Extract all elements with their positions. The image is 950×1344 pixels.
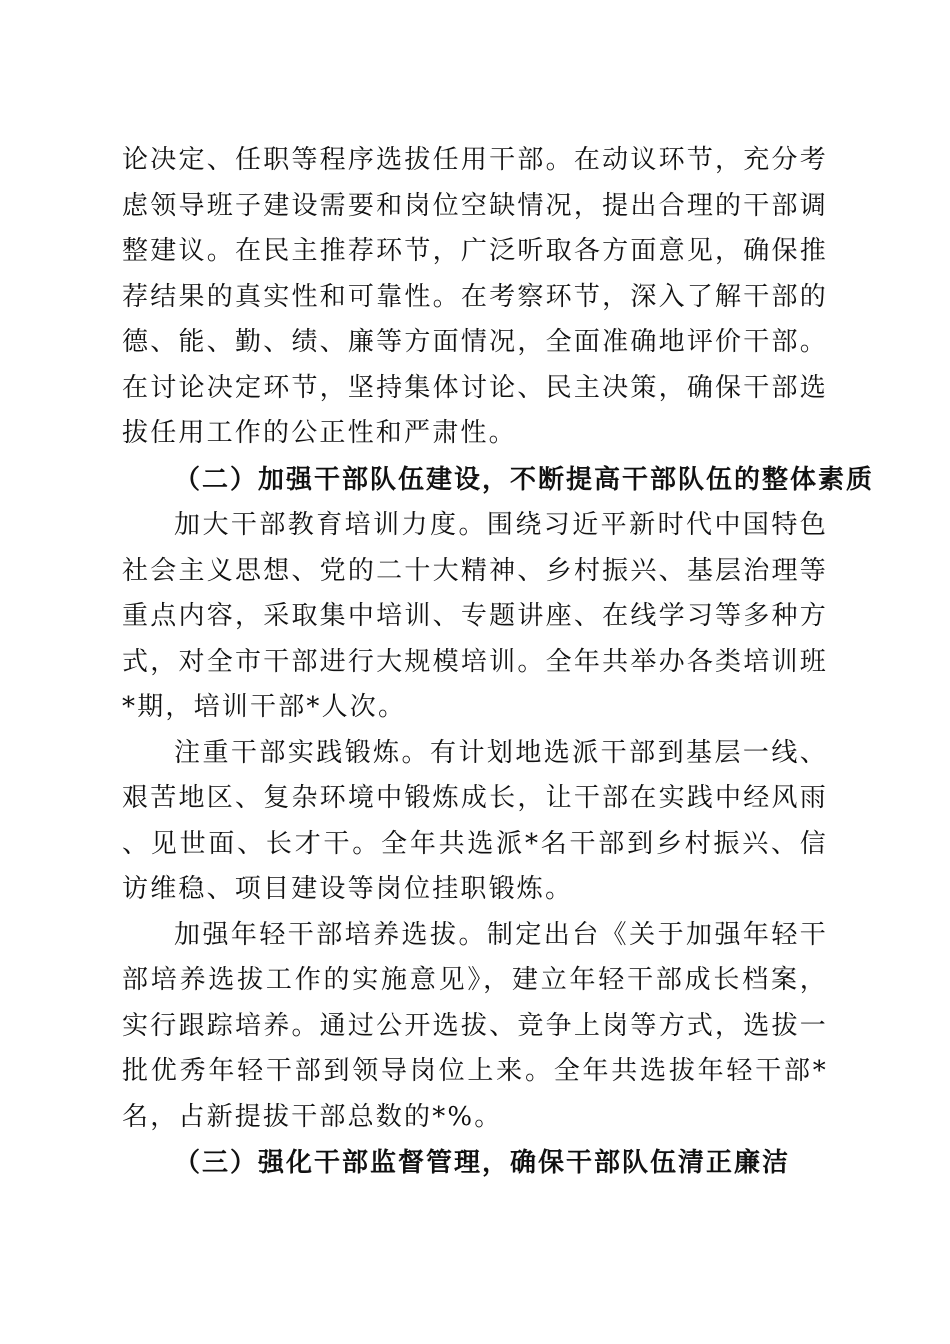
paragraph-training: 加大干部教育培训力度。围绕习近平新时代中国特色社会主义思想、党的二十大精神、乡村振兴、基层治理等重点内容，采取集中培训、专题讲座、在线学习等多种方式，对全市干部进行大规模培训。全年共举办各类培训班*期，培训干部*人次。 [122, 510, 828, 722]
section-heading-2: （二）加强干部队伍建设，不断提高干部队伍的整体素质 [174, 464, 875, 495]
paragraph-practice: 注重干部实践锻炼。有计划地选派干部到基层一线、艰苦地区、复杂环境中锻炼成长，让干部在实践中经风雨、见世面、长才干。全年共选派*名干部到乡村振兴、信访维稳、项目建设等岗位挂职锻炼。 [122, 737, 828, 904]
section-heading-3: （三）强化干部监督管理，确保干部队伍清正廉洁 [174, 1148, 791, 1178]
document-body [122, 138, 875, 1187]
paragraph-young-cadres: 加强年轻干部培养选拔。制定出台《关于加强年轻干部培养选拔工作的实施意见》，建立年轻干部成长档案，实行跟踪培养。通过公开选拔、竞争上岗等方式，选拔一批优秀年轻干部到领导岗位上来。全年共选拔年轻干部*名，占新提拔干部总数的*%。 [122, 919, 828, 1132]
paragraph-selection-procedure: 论决定、任职等程序选拔任用干部。在动议环节，充分考虑领导班子建设需要和岗位空缺情况，提出合理的干部调整建议。在民主推荐环节，广泛听取各方面意见，确保推荐结果的真实性和可靠性。在考察环节，深入了解干部的德、能、勤、绩、廉等方面情况，全面准确地评价干部。在讨论决定环节，坚持集体讨论、民主决策，确保干部选拔任用工作的公正性和严肃性。 [122, 145, 828, 448]
